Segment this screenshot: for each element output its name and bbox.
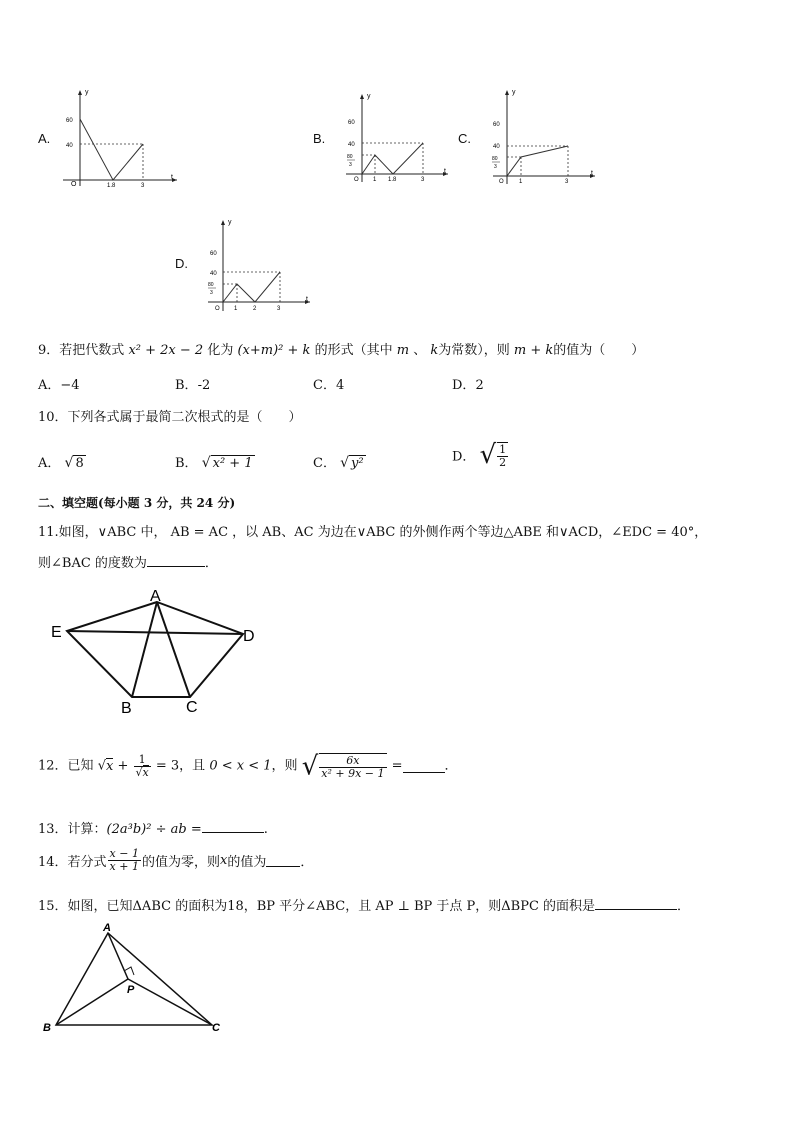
segment-PC [128,979,212,1025]
point-A-label: A [103,922,111,934]
point-E-label: E [51,624,62,641]
answer-blank-13[interactable] [202,820,264,833]
graph-option-a [55,86,185,188]
origin-label: O [215,306,220,312]
answer-blank-14[interactable] [266,854,300,867]
question-11-line1: 11.如图，∨ABC 中， AB = AC ，以 AB、AC 为边在∨ABC 的外侧作两个等边△ABE 和∨ACD，∠EDC = 40°， [38,525,708,540]
tick-3: 3 [141,183,145,188]
t-axis-label: t [171,174,173,181]
t-axis-label: t [306,296,308,303]
option-a-label[interactable]: A. [38,131,51,146]
expr-x2-2x-2: x² + 2x − 2 [128,343,204,358]
pentagon-outline [67,602,243,697]
expr-2a3b-squared-div-ab: (2a³b)² ÷ ab = [106,822,202,837]
question-15: 15．如图，已知ΔABC 的面积为18，BP 平分∠ABC，且 AP ⊥ BP 于点 P，则ΔBPC 的面积是 ． [38,899,691,914]
question-10-stem: 10．下列各式属于最简二次根式的是（ ） [38,410,302,425]
graph-option-b [338,90,453,185]
tick-3: 3 [421,177,425,183]
y-axis-label: y [228,219,232,226]
answer-blank-11[interactable] [147,554,205,567]
tick-60: 60 [210,251,217,257]
tick-1: 1 [234,306,238,312]
graph-line [362,143,423,174]
graph-option-d [200,216,315,316]
q10-option-b[interactable]: B． √ x² + 1 [175,455,253,471]
point-C-label: C [212,1022,220,1034]
y-axis-label: y [367,93,371,100]
tick-3: 3 [277,306,281,312]
tick-80-3-num: 80 [347,154,353,160]
point-B-label: B [121,700,132,717]
segment-AB [132,602,157,697]
graph-line [223,272,280,302]
tick-40: 40 [348,142,355,148]
q10-option-c[interactable]: C． √ y² [313,455,364,471]
point-P-label: P [127,984,135,996]
point-C-label: C [186,699,198,716]
origin-label: O [354,177,359,183]
t-axis-label: t [444,168,446,175]
answer-blank-15[interactable] [595,897,677,910]
tick-80-3-den: 3 [349,162,352,168]
question-9-stem: 9．若把代数式 x² + 2x − 2 化为 (x+m)² + k 的形式（其中 m 、 k为常数），则 m + k的值为（ ） [38,343,645,358]
tick-1: 1 [519,179,523,185]
expr-m-plus-k: m + k [513,343,554,358]
tick-60: 60 [66,118,73,124]
q10-option-a[interactable]: A． √ 8 [38,455,84,471]
segment-ED [67,631,243,634]
tick-80-3-den: 3 [494,164,497,170]
tick-80-3-num: 80 [492,156,498,162]
question-14: 14．若分式 $\frac{x - 1}{x + 1}$ 的值为零，则x的值为 ． [38,847,314,873]
tick-60: 60 [348,120,355,126]
question-11-line2: 则∠BAC 的度数为 ． [38,556,218,571]
q9-option-d[interactable]: D．2 [452,378,484,393]
segment-AC [157,602,190,697]
question-12: 12．已知 √x + $\frac{1}{√x}$ = 3，且 0 < x < 1，则 √ $\frac{6x}{\text{x² + 9x − 1}}$ = ． [38,751,458,782]
option-c-label[interactable]: C. [458,131,471,146]
point-A-label: A [150,588,161,605]
answer-blank-12[interactable] [403,760,445,773]
q9-option-b[interactable]: B．-2 [175,378,211,393]
expr-xm2-k: (x+m)² + k [237,343,311,358]
y-axis-label: y [85,89,89,96]
tick-1.8: 1.8 [107,183,116,188]
q9-option-c[interactable]: C．4 [313,378,345,393]
point-B-label: B [43,1022,51,1034]
q9-option-a[interactable]: A．−4 [38,378,80,393]
tick-80-3-num: 80 [208,282,214,288]
origin-label: O [499,179,504,185]
tick-1: 1 [373,177,377,183]
triangle-ABC [56,933,212,1025]
section-title-fill-in: 二、填空题(每小题 3 分，共 24 分) [38,496,236,510]
origin-label: O [71,181,77,188]
point-D-label: D [243,628,255,645]
graph-line [507,146,568,176]
tick-3: 3 [565,179,569,185]
option-b-label[interactable]: B. [313,131,326,146]
tick-80-3-den: 3 [210,290,213,296]
question-13: 13．计算：(2a³b)² ÷ ab = . [38,822,268,837]
graph-option-c [485,86,600,186]
tick-40: 40 [210,271,217,277]
tick-2: 2 [253,306,257,312]
tick-60: 60 [493,122,500,128]
figure-q15 [40,918,240,1038]
tick-1.8: 1.8 [388,177,397,183]
tick-40: 40 [66,143,73,149]
figure-q11 [40,585,280,720]
tick-40: 40 [493,144,500,150]
graph-line [80,119,143,180]
t-axis-label: t [591,170,593,177]
y-axis-label: y [512,89,516,96]
option-d-label[interactable]: D. [175,256,188,271]
segment-AP [108,933,128,979]
q10-option-d[interactable]: D． √ $\frac{1}{2}$ [452,440,507,470]
segment-BP [56,979,128,1025]
